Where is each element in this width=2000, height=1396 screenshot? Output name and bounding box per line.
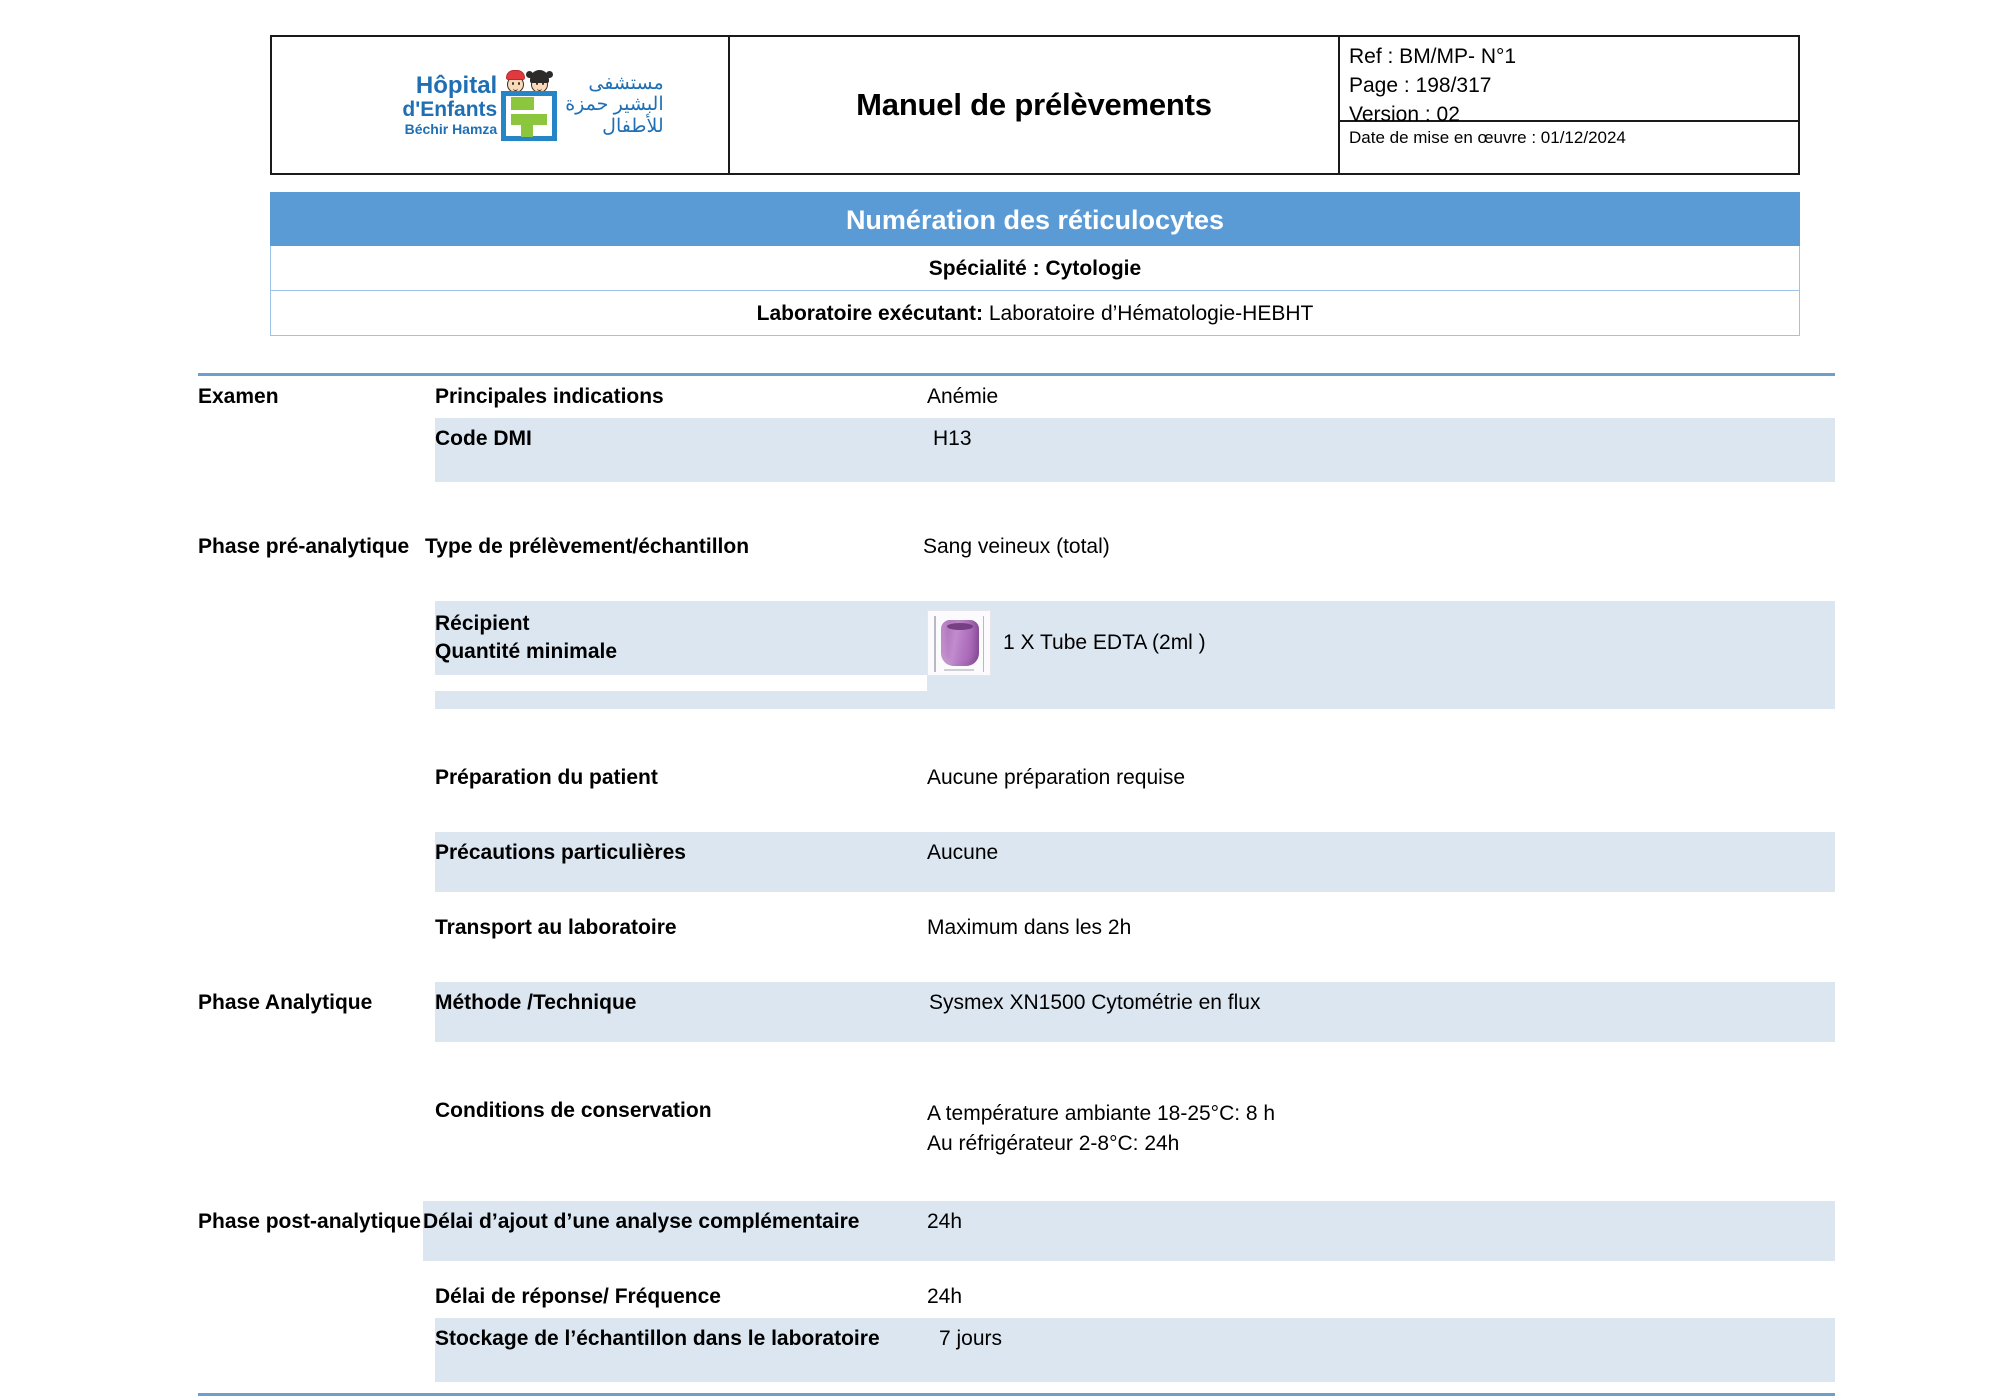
recipient-quantity-text: 1 X Tube EDTA (2ml ) [1003,631,1206,654]
table-row [198,418,1835,460]
row-label: Principales indications [435,385,664,408]
row-value: Aucune [927,832,1835,874]
logo-line-hopital: Hôpital [415,72,498,99]
row-phase [198,832,435,841]
table-row [198,526,1835,568]
row-gap [198,568,1835,601]
row-label: Stockage de l’échantillon dans le laboratoire [435,1318,939,1360]
row-label: Code DMI [435,418,927,460]
gap-value [927,724,1835,742]
specialty-label: Spécialité : Cytologie [928,257,1142,280]
row-label-spacer [435,874,927,892]
row-phase-spacer [198,1243,423,1276]
gap-phase [198,949,435,982]
row-shade-extension [198,1024,1835,1057]
gap-phase [198,493,435,526]
executing-lab-label: Laboratoire exécutant: [756,302,984,325]
logo-ar-line-2: البشير حمزة [565,94,664,116]
row-shade-extension [198,460,1835,493]
executing-lab-value: Laboratoire d’Hématologie-HEBHT [983,302,1314,325]
doc-page: Page : 198/317 [1349,74,1492,97]
row-value-spacer [927,1243,1835,1261]
table-row [198,1090,1835,1168]
row-phase: Examen [198,385,279,408]
hospital-logo [402,69,663,141]
logo-line-denfants: d'Enfants [402,98,498,121]
analysis-title-banner: Numération des réticulocytes [270,192,1800,246]
row-gap [198,1057,1835,1090]
row-phase-spacer [198,460,435,493]
row-phase: Phase pré-analytique [198,535,410,558]
gap-value [927,1168,1835,1186]
row-label-line-1: Récipient [435,612,530,635]
gap-label [435,493,927,511]
doc-version: Version : 02 [1349,103,1460,126]
table-row [198,1276,1835,1318]
executing-lab-row [270,291,1800,336]
gap-phase [198,568,435,601]
row-phase: Phase Analytique [198,991,373,1014]
row-phase [198,1276,435,1285]
logo-arabic-text [565,73,663,137]
row-phase-spacer [198,874,435,907]
logo-ar-line-1: مستشفى [588,73,664,95]
gap-label [435,799,927,821]
logo-green-bar-1 [511,97,534,110]
gap-phase [198,1057,435,1090]
row-value [927,1090,1835,1168]
logo-ar-line-3: للأطفال [602,115,664,137]
row-shade-extension [198,1360,1835,1393]
gap-label [435,568,927,594]
row-value: Sysmex XN1500 Cytométrie en flux [927,982,1835,1024]
row-gap [198,949,1835,982]
gap-value [927,493,1835,511]
gap-value [927,799,1835,821]
row-phase [198,1318,435,1327]
table-row [198,832,1835,874]
gap-value [927,949,1835,971]
document-meta-top [1340,37,1798,126]
table-row [198,757,1835,799]
row-phase [198,757,435,766]
table-row [198,1318,1835,1360]
row-value-line-1: A température ambiante 18-25°C: 8 h [927,1102,1276,1125]
row-value: Aucune préparation requise [927,766,1186,789]
document-meta-bottom [1340,122,1798,173]
document-title-cell [730,37,1340,173]
row-phase: Phase post-analytique [198,1210,421,1233]
row-shade-extension [198,1243,1835,1276]
row-label-spacer [435,460,927,482]
document-meta-cell [1340,37,1798,173]
row-label-spacer [435,1360,939,1382]
row-shade-extension [198,874,1835,907]
row-label: Précautions particulières [435,832,927,874]
gap-phase [198,724,435,757]
row-label: Transport au laboratoire [435,916,677,939]
row-label-line-2: Quantité minimale [435,640,618,663]
gap-label [435,1168,927,1186]
row-label-spacer [435,1024,927,1042]
hospital-logo-cell [272,37,730,173]
row-value: Anémie [927,385,999,408]
table-row [198,376,1835,418]
row-label: Méthode /Technique [435,982,927,1024]
logo-french-text [402,74,497,136]
row-value: H13 [927,418,1835,460]
table-row [198,1201,1835,1243]
row-value-line-2: Au réfrigérateur 2-8°C: 24h [927,1132,1180,1155]
row-label: Préparation du patient [435,766,658,789]
gap-label [435,724,927,742]
specialty-row [270,246,1800,291]
gap-value [927,568,1835,594]
row-shade-extension [198,691,1835,724]
row-value-spacer [927,460,1835,482]
row-value-spacer [939,1360,1835,1382]
table-body [198,376,1835,1393]
logo-green-bar-3 [521,123,533,137]
table-row [198,601,1835,691]
row-gap [198,1168,1835,1201]
row-label: Délai d’ajout d’une analyse complémentaire [423,1201,927,1243]
row-phase-spacer [198,691,435,724]
edta-tube-icon [927,610,991,676]
row-phase [198,1090,435,1099]
row-label-spacer [423,1243,927,1261]
row-gap [198,799,1835,832]
row-label: Délai de réponse/ Fréquence [435,1285,721,1308]
row-phase-spacer [198,1360,435,1393]
gap-label [435,949,927,971]
table-row [198,982,1835,1024]
analysis-banner-block [270,192,1800,336]
document-title: Manuel de prélèvements [856,87,1212,122]
row-value: 24h [927,1201,1835,1243]
doc-effective-date: Date de mise en œuvre : 01/12/2024 [1349,128,1626,147]
row-gap [198,493,1835,526]
row-value: 24h [927,1285,963,1308]
row-value [927,601,1835,691]
table-row [198,907,1835,949]
gap-value [927,1057,1835,1075]
recipient-tube-group [927,610,1206,676]
row-value-spacer [927,874,1835,892]
logo-line-bechir-hamza: Béchir Hamza [404,121,498,137]
row-value: 7 jours [939,1318,1835,1360]
logo-emblem-icon [501,69,557,141]
row-label: Conditions de conservation [435,1099,712,1122]
row-label: Type de prélèvement/échantillon [425,535,750,558]
document-header-table [270,35,1800,175]
row-value: Maximum dans les 2h [927,916,1132,939]
analysis-detail-table [198,373,1835,1396]
gap-phase [198,799,435,832]
row-phase [198,907,435,916]
row-phase [198,418,435,427]
row-value: Sang veineux (total) [923,535,1110,558]
row-value-spacer [927,1024,1835,1042]
row-gap [198,724,1835,757]
gap-phase [198,1168,435,1201]
gap-label [435,1057,927,1075]
row-label-spacer [435,691,927,709]
doc-ref: Ref : BM/MP- N°1 [1349,45,1517,68]
row-label [435,601,927,675]
row-phase [198,601,435,610]
row-phase-spacer [198,1024,435,1057]
row-value-spacer [927,691,1835,709]
